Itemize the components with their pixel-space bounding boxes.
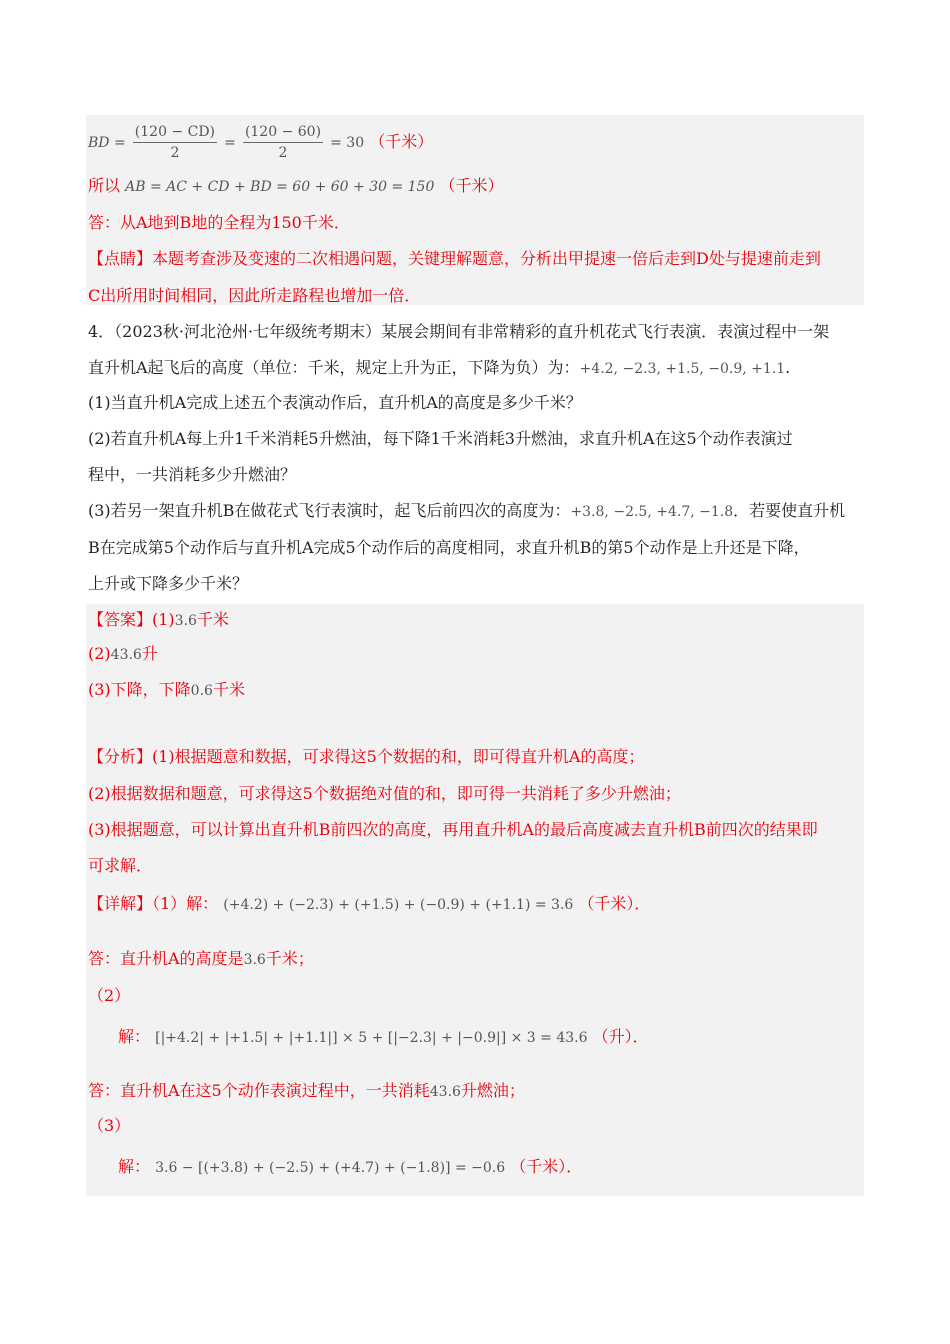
prev-answer: 答：从A地到B地的全程为150千米． — [88, 213, 350, 232]
detail-1-answer: 答：直升机A的高度是3.6千米； — [88, 949, 314, 968]
analysis-line-4: 可求解． — [88, 856, 153, 875]
detail-2-eq: 解： [|+4.2| + |+1.5| + |+1.1|] × 5 + [|−2.3| + |−0.9|] × 3 = 43.6 （升）． — [118, 1027, 649, 1046]
analysis-line-2: (2)根据数据和题意，可求得这5个数据绝对值的和，即可得一共消耗了多少升燃油； — [88, 784, 681, 803]
answer-2: (2)43.6升 — [88, 644, 158, 663]
question-part-3-cont: B在完成第5个动作后与直升机A完成5个动作后的高度相同，求直升机B的第5个动作是上升还是下降， — [88, 538, 810, 557]
tip-line-2: C出所用时间相同，因此所走路程也增加一倍． — [88, 286, 421, 305]
question-part-2: (2)若直升机A每上升1千米消耗5升燃油，每下降1千米消耗3升燃油，求直升机A在这5个动作表演过 — [88, 429, 793, 448]
detail-3-label: （3） — [88, 1116, 131, 1135]
question-part-3: (3)若另一架直升机B在做花式飞行表演时，起飞后前四次的高度为：+3.8, −2.5, +4.7, −1.8．若要使直升机 — [88, 501, 846, 520]
detail-2-label: （2） — [88, 986, 131, 1005]
question-line-1: 4．（2023秋·河北沧州·七年级统考期末）某展会期间有非常精彩的直升机花式飞行表演．表演过程中一架 — [88, 322, 830, 341]
detail-3-eq: 解： 3.6 − [(+3.8) + (−2.5) + (+4.7) + (−1.8)] = −0.6 （千米）． — [118, 1157, 583, 1176]
tip-line-1: 【点睛】本题考查涉及变速的二次相遇问题，关键理解题意，分析出甲提速一倍后走到D处与提速前走到 — [88, 249, 821, 268]
detail-2-answer: 答：直升机A在这5个动作表演过程中，一共消耗43.6升燃油； — [88, 1081, 525, 1100]
question-line-2: 直升机A起飞后的高度（单位：千米，规定上升为正，下降为负）为：+4.2, −2.3, +1.5, −0.9, +1.1. — [88, 358, 791, 377]
answer-3: (3)下降，下降0.6千米 — [88, 680, 245, 699]
analysis-line-1: 【分析】(1)根据题意和数据，可求得这5个数据的和，即可得直升机A的高度； — [88, 747, 645, 766]
bd-equation: BD = $\frac{(120 - CD)}{2}$ = $\frac{(120 - 60)}{2}$ = 30 （千米） — [88, 124, 434, 161]
ab-equation: 所以 AB = AC + CD + BD = 60 + 60 + 30 = 150 （千米） — [88, 176, 504, 195]
analysis-line-3: (3)根据题意，可以计算出直升机B前四次的高度，再用直升机A的最后高度减去直升机B前四次的结果即 — [88, 820, 818, 839]
detail-1: 【详解】（1）解： (+4.2) + (−2.3) + (+1.5) + (−0.9) + (+1.1) = 3.6 （千米）． — [88, 894, 651, 913]
question-part-1: (1)当直升机A完成上述五个表演动作后，直升机A的高度是多少千米？ — [88, 393, 582, 412]
answer-1: 【答案】(1)3.6千米 — [88, 610, 229, 629]
question-part-3-end: 上升或下降多少千米？ — [88, 574, 249, 593]
question-part-2-cont: 程中，一共消耗多少升燃油？ — [88, 465, 297, 484]
